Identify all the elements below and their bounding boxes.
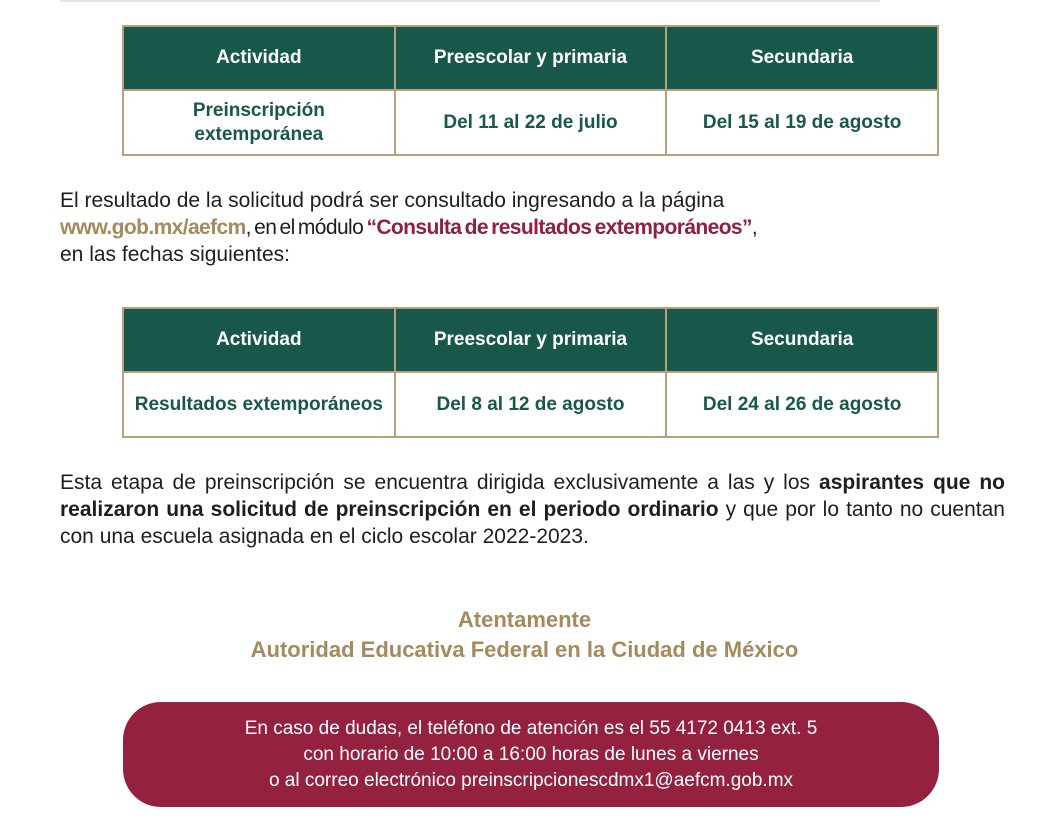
- header-secondary: Secundaria: [666, 26, 938, 90]
- cell-secondary-dates: Del 15 al 19 de agosto: [666, 90, 938, 155]
- contact-hours-line: con horario de 10:00 a 16:00 horas de lunes a viernes: [303, 743, 759, 765]
- paragraph-line-2: [60, 216, 757, 239]
- paragraph-text: y que por lo tanto no cuentan con una escuela asignada en el ciclo escolar 2022-2023.: [60, 498, 1005, 548]
- paragraph-text: en las fechas siguientes:: [60, 243, 290, 266]
- paragraph-bold-text: aspirantes que no realizaron una solicitud de preinscripción en el periodo ordinario: [60, 471, 1005, 521]
- paragraph-text: El resultado de la solicitud podrá ser consultado ingresando a la página: [60, 189, 725, 212]
- results-paragraph: [60, 187, 1005, 268]
- table-header-row: [123, 308, 938, 372]
- cell-preschool-primary-dates: Del 8 al 12 de agosto: [395, 372, 667, 437]
- header-activity: Actividad: [123, 308, 395, 372]
- header-preschool-primary: Preescolar y primaria: [395, 26, 667, 90]
- cell-preschool-primary-dates: Del 11 al 22 de julio: [395, 90, 667, 155]
- cell-secondary-dates: Del 24 al 26 de agosto: [666, 372, 938, 437]
- results-schedule-table: [122, 307, 939, 438]
- header-activity: Actividad: [123, 26, 395, 90]
- header-secondary: Secundaria: [666, 308, 938, 372]
- table-header-row: [123, 26, 938, 90]
- eligibility-paragraph: [60, 469, 1005, 550]
- contact-info-box: [123, 702, 939, 807]
- contact-phone-line: En caso de dudas, el teléfono de atención es el 55 4172 0413 ext. 5: [244, 717, 818, 739]
- aefcm-link[interactable]: www.gob.mx/aefcm: [60, 216, 246, 239]
- table-row: [123, 90, 938, 155]
- authority-name: Autoridad Educativa Federal en la Ciudad de México: [250, 637, 799, 662]
- header-preschool-primary: Preescolar y primaria: [395, 308, 667, 372]
- module-name: “Consulta de resultados extemporáneos”: [366, 216, 752, 239]
- cell-activity: Preinscripción extemporánea: [123, 90, 395, 155]
- preinscription-schedule-table: [122, 25, 939, 156]
- paragraph-text: Esta etapa de preinscripción se encuentra dirigida exclusivamente a las y los: [60, 471, 811, 494]
- paragraph-text: ,: [751, 216, 758, 239]
- contact-email-line: o al correo electrónico preinscripcionescdmx1@aefcm.gob.mx: [268, 769, 794, 791]
- top-divider: [60, 0, 880, 2]
- table-row: [123, 372, 938, 437]
- paragraph-text: , en el módulo: [245, 216, 367, 239]
- closing-text: Atentamente: [457, 607, 592, 632]
- cell-activity: Resultados extemporáneos: [123, 372, 395, 437]
